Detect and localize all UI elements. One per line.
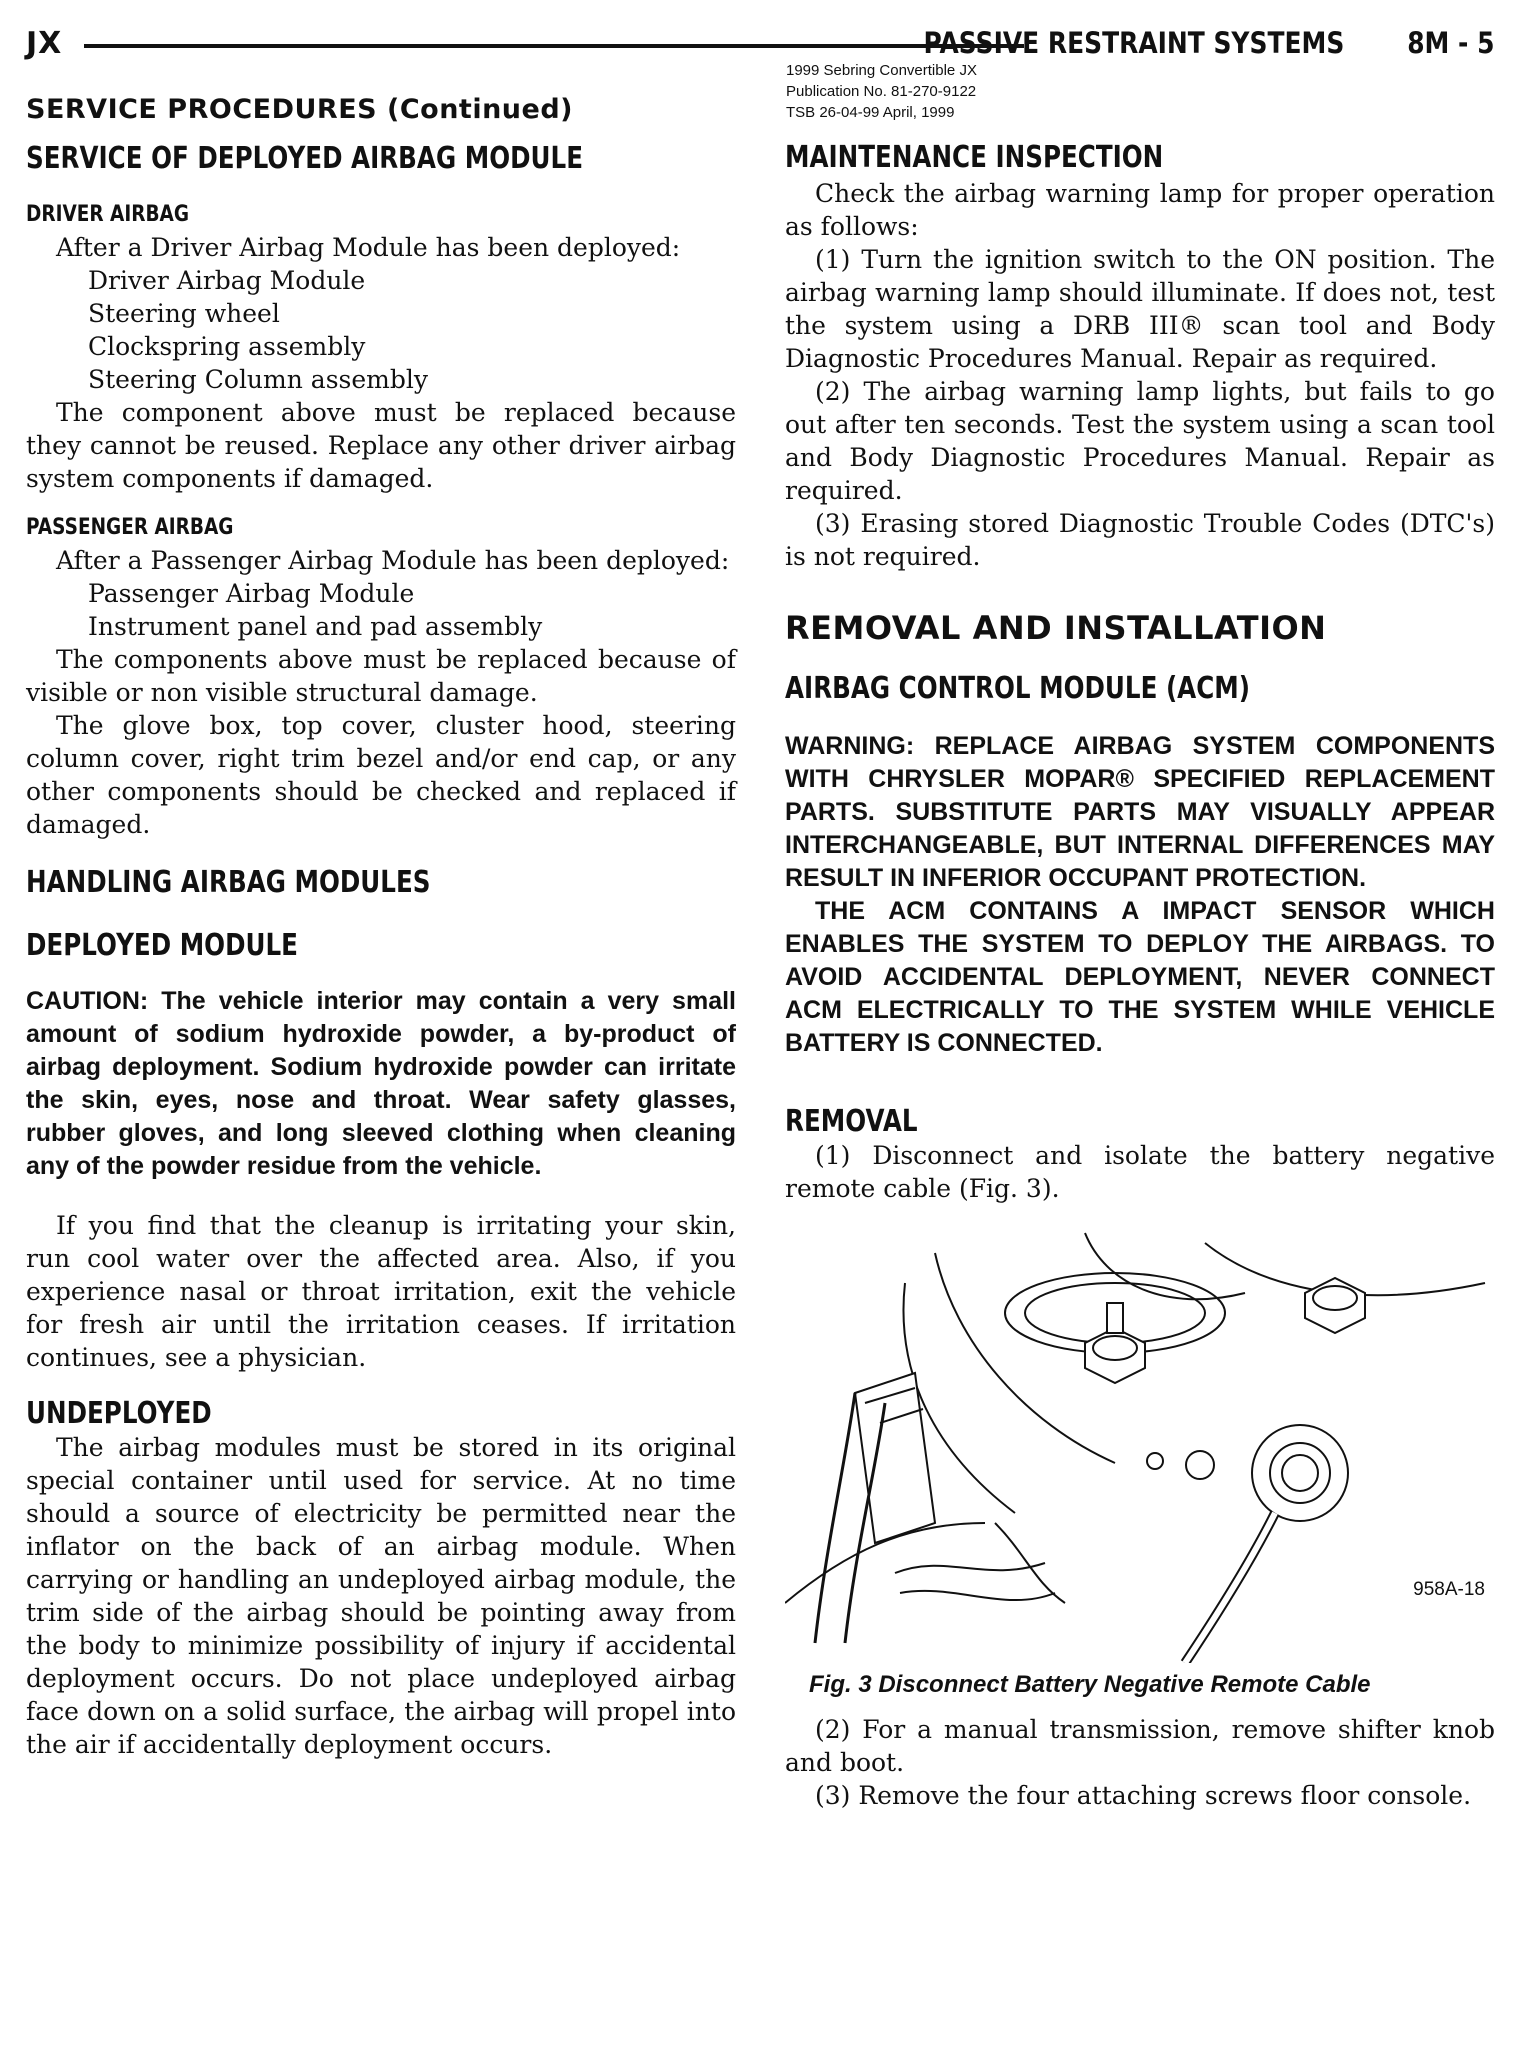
driver-paragraph: The component above must be replaced because they cannot be reused. Replace any other driver airbag system components if damaged.: [26, 398, 736, 493]
bolt-left: [1085, 1303, 1145, 1383]
manual-page: [26, 14, 1494, 2034]
tsb-line-2: Publication No. 81-270-9122: [786, 83, 977, 100]
figure-code: 958A-18: [1413, 1579, 1485, 1600]
header-rule: [84, 44, 1024, 48]
driver-item: Driver Airbag Module: [88, 266, 366, 295]
heading-maintenance: MAINTENANCE INSPECTION: [785, 140, 1164, 175]
heading-undeployed: UNDEPLOYED: [26, 1396, 212, 1431]
removal-step-3: (3) Remove the four attaching screws floor console.: [815, 1781, 1472, 1810]
figure-caption: Fig. 3 Disconnect Battery Negative Remote Cable: [809, 1671, 1371, 1698]
right-column: [785, 140, 1495, 1812]
caution-block: CAUTION: The vehicle interior may contain a very small amount of sodium hydroxide powder, a by-product of airbag deployment. Sodium hydroxide powder can irritate the skin, eyes, nose and throat. Wear safety glasses, rubber gloves, and long sleeved clothing when cleaning any of the powder residue from the vehicle.: [26, 987, 736, 1180]
header-title: PASSIVE RESTRAINT SYSTEMS: [923, 26, 1344, 60]
page-header: [26, 26, 1494, 66]
passenger-item: Instrument panel and pad assembly: [88, 612, 543, 641]
driver-intro: After a Driver Airbag Module has been deployed:: [56, 233, 681, 262]
tsb-stamp: [786, 60, 977, 123]
removal-step-2: (2) For a manual transmission, remove shifter knob and boot.: [785, 1715, 1495, 1777]
passenger-paragraph-1: The components above must be replaced because of visible or non visible structural damage.: [26, 645, 736, 707]
removal-step-1: (1) Disconnect and isolate the battery negative remote cable (Fig. 3).: [785, 1141, 1495, 1203]
left-column: [26, 94, 736, 1761]
maint-step-3: (3) Erasing stored Diagnostic Trouble Codes (DTC's) is not required.: [785, 509, 1495, 571]
heading-service-deployed: SERVICE OF DEPLOYED AIRBAG MODULE: [26, 141, 583, 176]
driver-item: Steering wheel: [88, 299, 280, 328]
heading-removal-installation: REMOVAL AND INSTALLATION: [785, 609, 1327, 647]
battery-cable-illustration: [785, 1223, 1495, 1663]
undeployed-paragraph: The airbag modules must be stored in its original special container until used for service. At no time should a source of electricity be permitted near the inflator on the back of an airbag module. When carrying or handling an undeployed airbag module, the trim side of the airbag should be pointing away from the body to minimize possibility of injury if accidental deployment occurs. Do not place undeployed airbag face down on a solid surface, the airbag will propel into the air if accidentally deployment occurs.: [26, 1433, 736, 1759]
maint-step-1: (1) Turn the ignition switch to the ON position. The airbag warning lamp should illuminate. If does not, test the system using a DRB III® scan tool and Body Diagnostic Procedures Manual. Repair as required.: [785, 245, 1495, 373]
maint-step-2: (2) The airbag warning lamp lights, but fails to go out after ten seconds. Test the system using a scan tool and Body Diagnostic Procedures Manual. Repair as required.: [785, 377, 1495, 505]
heading-handling: HANDLING AIRBAG MODULES: [26, 865, 431, 900]
heading-driver-airbag: DRIVER AIRBAG: [26, 202, 189, 227]
passenger-intro: After a Passenger Airbag Module has been deployed:: [56, 546, 730, 575]
driver-item: Clockspring assembly: [88, 332, 366, 361]
heading-passenger-airbag: PASSENGER AIRBAG: [26, 515, 234, 540]
passenger-item: Passenger Airbag Module: [88, 579, 415, 608]
cleanup-paragraph: If you find that the cleanup is irritating your skin, run cool water over the affected area. Also, if you experience nasal or throat irritation, exit the vehicle for fresh air until the irritation ceases. If irritation continues, see a physician.: [26, 1211, 736, 1372]
heading-acm: AIRBAG CONTROL MODULE (ACM): [785, 671, 1251, 706]
warning-acm-block: THE ACM CONTAINS A IMPACT SENSOR WHICH ENABLES THE SYSTEM TO DEPLOY THE AIRBAGS. TO AVOID ACCIDENTAL DEPLOYMENT, NEVER CONNECT ACM ELECTRICALLY TO THE SYSTEM WHILE VEHICLE BATTERY IS CONNECTED.: [785, 897, 1495, 1057]
heading-removal: REMOVAL: [785, 1104, 918, 1139]
header-model-code: JX: [26, 26, 63, 61]
tsb-line-1: 1999 Sebring Convertible JX: [786, 62, 977, 79]
tsb-line-3: TSB 26-04-99 April, 1999: [786, 104, 955, 121]
section-heading: SERVICE PROCEDURES (Continued): [26, 94, 573, 125]
driver-item: Steering Column assembly: [88, 365, 428, 394]
warning-block: WARNING: REPLACE AIRBAG SYSTEM COMPONENTS WITH CHRYSLER MOPAR® SPECIFIED REPLACEMENT PARTS. SUBSTITUTE PARTS MAY VISUALLY APPEAR INTERCHANGEABLE, BUT INTERNAL DIFFERENCES MAY RESULT IN INFERIOR OCCUPANT PROTECTION.: [785, 732, 1495, 892]
page-number: 8M - 5: [1406, 26, 1494, 60]
figure-battery-cable: [785, 1223, 1495, 1663]
maint-intro: Check the airbag warning lamp for proper operation as follows:: [785, 179, 1495, 241]
passenger-paragraph-2: The glove box, top cover, cluster hood, steering column cover, right trim bezel and/or end cap, or any other components should be checked and replaced if damaged.: [26, 711, 736, 839]
heading-deployed-module: DEPLOYED MODULE: [26, 928, 298, 963]
